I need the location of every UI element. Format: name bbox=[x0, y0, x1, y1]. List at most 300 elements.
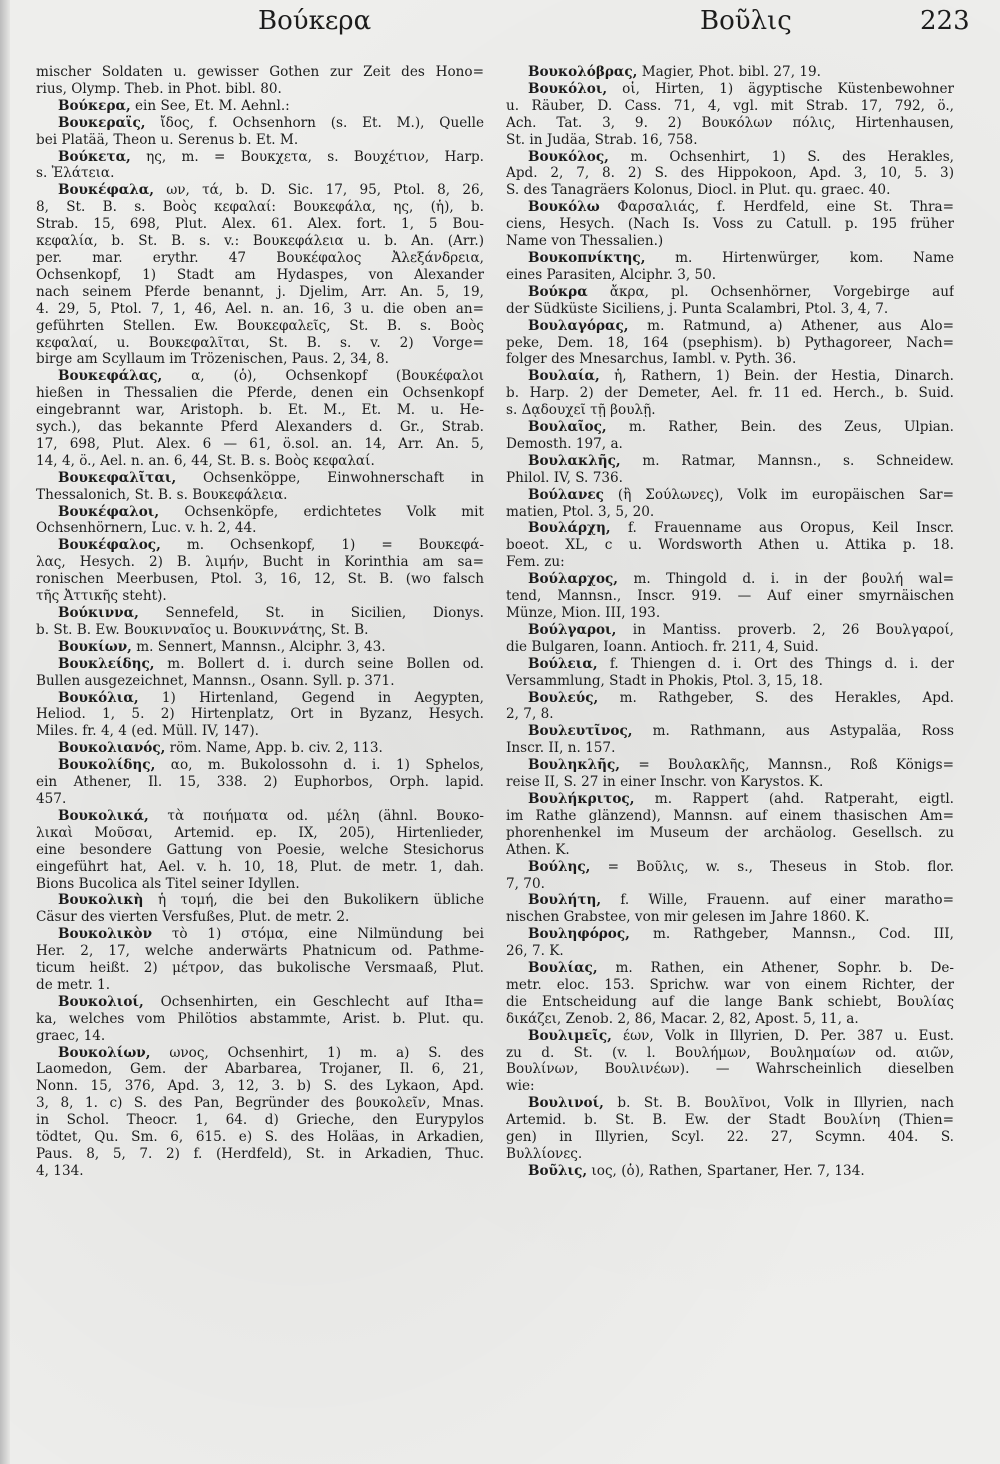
entry-headword: Βούκετα, bbox=[58, 148, 131, 165]
dictionary-entry bbox=[36, 808, 484, 893]
entry-line bbox=[36, 571, 484, 588]
entry-text: δικάζει, Zenob. 2, 86, Macar. 2, 82, Apost. 5, 11, a. bbox=[506, 1010, 859, 1027]
entry-line bbox=[506, 690, 954, 707]
entry-line bbox=[36, 504, 484, 521]
entry-line bbox=[506, 994, 954, 1011]
entry-text: Ochsenköppe, Einwohnerschaft in bbox=[176, 469, 484, 486]
entry-line bbox=[506, 182, 954, 199]
entry-line bbox=[506, 1163, 954, 1180]
entry-text: Athen. K. bbox=[506, 841, 570, 858]
entry-line bbox=[36, 149, 484, 166]
dictionary-entry bbox=[506, 368, 954, 419]
entry-text: eingeführt hat, Ael. v. h. 10, 18, Plut. de metr. 1, dah. bbox=[36, 858, 484, 875]
entry-text: matien, Ptol. 3, 5, 20. bbox=[506, 503, 655, 520]
entry-line bbox=[36, 622, 484, 639]
entry-text: die Bulgaren, Ioann. Antioch. fr. 211, 4, Suid. bbox=[506, 638, 819, 655]
entry-text: Cäsur des vierten Versfußes, Plut. de metr. 2. bbox=[36, 909, 350, 926]
entry-text: Ach. Tat. 3, 9. 2) Βουκόλων πόλις, Hirtenhausen, bbox=[506, 114, 954, 131]
entry-text: Ochsenhörnern, Luc. v. h. 2, 44. bbox=[36, 520, 257, 537]
entry-text: Ochsenkopf, 1) Stadt am Hydaspes, von Alexander bbox=[36, 266, 484, 283]
entry-text: die Entscheidung auf die lange Bank schiebt, Βουλίας bbox=[506, 993, 954, 1010]
entry-text: graec, 14. bbox=[36, 1027, 106, 1044]
entry-line bbox=[506, 487, 954, 504]
entry-text: κεφαλαί, u. Βουκεφαλῖται, St. B. s. v. 2) Vorge= bbox=[36, 334, 484, 351]
entry-line bbox=[36, 301, 484, 318]
dictionary-entry bbox=[36, 98, 484, 115]
entry-text: f. Wille, Frauenn. auf einer maratho= bbox=[601, 892, 954, 909]
entry-text: ιος, (ὁ), Rathen, Spartaner, Her. 7, 134. bbox=[587, 1162, 865, 1179]
entry-line bbox=[36, 1045, 484, 1062]
entry-headword: Βοῦλις, bbox=[528, 1162, 588, 1179]
entry-text: zu d. St. (v. l. Βουλήμων, Βουλημαίων od. αιῶν, bbox=[506, 1044, 954, 1061]
entry-text: Philol. IV, S. 736. bbox=[506, 469, 623, 486]
entry-headword: Βουκολιανός, bbox=[58, 740, 166, 757]
running-head-left: Βούκερα bbox=[258, 6, 372, 36]
entry-text: phorenhenkel im Museum der archäolog. Gesellsch. zu bbox=[506, 824, 954, 841]
entry-line bbox=[36, 723, 484, 740]
dictionary-entry bbox=[506, 149, 954, 200]
entry-line bbox=[36, 994, 484, 1011]
entry-text: Artemid. b. St. B. Ew. der Stadt Βουλίνη (Thien= bbox=[506, 1112, 954, 1129]
entry-line bbox=[36, 673, 484, 690]
entry-line bbox=[506, 504, 954, 521]
dictionary-entry bbox=[36, 64, 484, 98]
entry-line bbox=[506, 1045, 954, 1062]
entry-line bbox=[36, 81, 484, 98]
entry-text: = Βουλακλῆς, Mannsn., Roß Königs= bbox=[620, 757, 954, 774]
entry-line bbox=[506, 199, 954, 216]
entry-text: geführten Stellen. Ew. Βουκεφαλεῖς, St. B. s. Βοὸς bbox=[36, 317, 484, 334]
entry-text: Thessalonich, St. B. s. Βουκεφάλεια. bbox=[36, 486, 288, 503]
entry-line bbox=[506, 470, 954, 487]
entry-line bbox=[506, 876, 954, 893]
entry-text: m. Rathgeber, Mannsn., Cod. III, bbox=[629, 926, 954, 943]
entry-text: Her. 2, 17, welche anderwärts Phatnicum od. Pathme- bbox=[36, 943, 484, 960]
left-column bbox=[36, 64, 484, 1180]
entry-text: peke, Dem. 18, 164 (psephism). b) Pythagoreer, Nach= bbox=[506, 334, 954, 351]
entry-text: b. St. B. Βουλῖνοι, Volk in Illyrien, nach bbox=[603, 1095, 954, 1112]
dictionary-entry bbox=[36, 892, 484, 926]
entry-text: ein Athener, Il. 15, 338. 2) Euphorbos, Orph. lapid. bbox=[36, 774, 484, 791]
entry-line bbox=[36, 402, 484, 419]
entry-line bbox=[506, 64, 954, 81]
entry-text: ἡ τομή, die bei den Bukolikern übliche bbox=[143, 892, 484, 909]
entry-text: τὸ 1) στόμα, eine Nilmündung bei bbox=[152, 926, 484, 943]
entry-text: metr. eloc. 153. Sprichw. war von einem Richter, der bbox=[506, 976, 954, 993]
entry-text: τῆς Ἀττικῆς steht). bbox=[36, 588, 167, 605]
entry-headword: Βούκερα, bbox=[58, 97, 131, 114]
entry-text: m. Rather, Bein. des Zeus, Ulpian. bbox=[606, 419, 954, 436]
entry-line bbox=[36, 199, 484, 216]
entry-headword: Βουκόλος, bbox=[528, 148, 609, 165]
entry-line bbox=[506, 537, 954, 554]
entry-line bbox=[506, 926, 954, 943]
entry-text: 3, 8, 1. c) S. des Pan, Begründer des βουκολεῖν, Mnas. bbox=[36, 1095, 484, 1112]
entry-text: 4. 29, 5, Ptol. 7, 1, 46, Ael. n. an. 16, 3 u. die oben an= bbox=[36, 300, 484, 317]
entry-headword: Βουκολίδης, bbox=[58, 757, 156, 774]
entry-text: Ochsenköpfe, erdichtetes Volk mit bbox=[159, 503, 484, 520]
entry-line bbox=[36, 825, 484, 842]
entry-line bbox=[36, 318, 484, 335]
entry-line bbox=[36, 385, 484, 402]
dictionary-entry bbox=[506, 81, 954, 149]
entry-headword: Βουκοπνίκτης, bbox=[528, 249, 646, 266]
entry-text: f. Frauenname aus Oropus, Keil Inscr. bbox=[610, 520, 954, 537]
entry-text: ticum heißt. 2) μέτρον, das bukolische Versmaaß, Plut. bbox=[36, 960, 484, 977]
entry-text: 457. bbox=[36, 790, 67, 807]
entry-line bbox=[506, 791, 954, 808]
entry-line bbox=[36, 165, 484, 182]
entry-line bbox=[506, 571, 954, 588]
entry-line bbox=[506, 774, 954, 791]
entry-text: m. Rappert (ahd. Ratperaht, eigtl. bbox=[634, 790, 954, 807]
entry-line bbox=[36, 470, 484, 487]
dictionary-entry bbox=[506, 199, 954, 250]
entry-line bbox=[506, 673, 954, 690]
dictionary-entry bbox=[36, 149, 484, 183]
entry-text: 2, 7, 8. bbox=[506, 706, 554, 723]
entry-text: ἄκρα, pl. Ochsenhörner, Vorgebirge auf bbox=[587, 283, 954, 300]
entry-line bbox=[506, 554, 954, 571]
entry-line bbox=[506, 977, 954, 994]
entry-line bbox=[36, 1146, 484, 1163]
entry-line bbox=[36, 267, 484, 284]
entry-line bbox=[36, 639, 484, 656]
entry-line bbox=[36, 132, 484, 149]
entry-text: 17, 698, Plut. Alex. 6 — 61, ö.sol. an. 14, Arr. An. 5, bbox=[36, 435, 484, 452]
dictionary-entry bbox=[506, 892, 954, 926]
entry-text: Φαρσαλιάς, f. Herdfeld, eine St. Thra= bbox=[599, 199, 954, 216]
entry-text: der Südküste Siciliens, j. Punta Scalambri, Ptol. 3, 4, 7. bbox=[506, 300, 889, 317]
entry-text: m. Sennert, Mannsn., Alciphr. 3, 43. bbox=[131, 638, 386, 655]
entry-line bbox=[506, 842, 954, 859]
entry-line bbox=[36, 1061, 484, 1078]
entry-text: s. Ἐλάτεια. bbox=[36, 165, 115, 182]
entry-text: rius, Olymp. Theb. in Phot. bibl. 80. bbox=[36, 80, 282, 97]
entry-text: reise II, S. 27 in einer Inschr. von Karystos. K. bbox=[506, 774, 824, 791]
entry-text: eine besondere Gattung von Poesie, welche Stesichorus bbox=[36, 841, 484, 858]
entry-line bbox=[506, 318, 954, 335]
entry-headword: Βουκεφάλας, bbox=[58, 368, 163, 385]
entry-text: per. mar. erythr. 47 Βουκέφαλος Ἀλεξάνδρεια, bbox=[36, 249, 484, 266]
dictionary-entry bbox=[36, 926, 484, 994]
entry-text: m. Ochsenkopf, 1) = Βουκεφά- bbox=[160, 537, 484, 554]
entry-headword: Βουκλείδης, bbox=[58, 655, 155, 672]
entry-text: tend, Mannsn., Inscr. 919. — Auf einer smyrnäischen bbox=[506, 588, 954, 605]
entry-line bbox=[36, 182, 484, 199]
entry-line bbox=[506, 1078, 954, 1095]
entry-text: de metr. 1. bbox=[36, 976, 111, 993]
entry-text: κεφαλία, b. St. B. s. v.: Βουκεφάλεια u. b. An. (Arr.) bbox=[36, 233, 484, 250]
entry-headword: Βούλης, bbox=[528, 858, 591, 875]
entry-text: ων, τά, b. D. Sic. 17, 95, Ptol. 8, 26, bbox=[153, 182, 484, 199]
entry-headword: Βουλάρχη, bbox=[528, 520, 611, 537]
entry-line bbox=[36, 554, 484, 571]
entry-line bbox=[36, 1011, 484, 1028]
entry-line bbox=[506, 368, 954, 385]
entry-headword: Βούλαρχος, bbox=[528, 571, 619, 588]
right-column bbox=[506, 64, 954, 1180]
entry-line bbox=[506, 808, 954, 825]
entry-line bbox=[36, 436, 484, 453]
entry-text: eines Parasiten, Alciphr. 3, 50. bbox=[506, 266, 717, 283]
entry-line bbox=[506, 301, 954, 318]
entry-text: Fem. zu: bbox=[506, 554, 565, 571]
entry-line bbox=[506, 132, 954, 149]
entry-line bbox=[36, 419, 484, 436]
entry-headword: Βουκολίων, bbox=[58, 1044, 151, 1061]
entry-line bbox=[36, 64, 484, 81]
entry-line bbox=[36, 943, 484, 960]
entry-line bbox=[36, 1028, 484, 1045]
entry-line bbox=[36, 791, 484, 808]
entry-text: 26, 7. K. bbox=[506, 943, 564, 960]
dictionary-entry bbox=[506, 757, 954, 791]
entry-line bbox=[506, 402, 954, 419]
entry-line bbox=[506, 1146, 954, 1163]
entry-headword: Βουκολικὴ bbox=[58, 892, 144, 909]
entry-line bbox=[506, 81, 954, 98]
entry-headword: Βουλιμεῖς, bbox=[528, 1027, 612, 1044]
entry-headword: Βουκολικά, bbox=[58, 807, 149, 824]
entry-text: (ἢ Σούλωνες), Volk im europäischen Sar= bbox=[603, 486, 954, 503]
entry-line bbox=[36, 368, 484, 385]
dictionary-entry bbox=[36, 368, 484, 469]
entry-line bbox=[36, 453, 484, 470]
entry-headword: Βούλγαροι, bbox=[528, 621, 617, 638]
entry-line bbox=[36, 774, 484, 791]
entry-line bbox=[506, 605, 954, 622]
entry-line bbox=[36, 1112, 484, 1129]
entry-text: 14, 4, ö., Ael. n. an. 6, 44, St. B. s. Βοὸς κεφαλαί. bbox=[36, 452, 375, 469]
entry-headword: Βουλίας, bbox=[528, 960, 598, 977]
page-fold-shadow bbox=[0, 0, 10, 1464]
entry-text: Magier, Phot. bibl. 27, 19. bbox=[637, 64, 821, 80]
entry-line bbox=[506, 706, 954, 723]
entry-text: folger des Mnesarchus, Iambl. v. Pyth. 36. bbox=[506, 351, 797, 368]
running-head-right: Βοῦλις bbox=[700, 6, 792, 36]
entry-text: wie: bbox=[506, 1078, 535, 1095]
dictionary-entry bbox=[36, 182, 484, 368]
entry-headword: Βουκόλια, bbox=[58, 689, 139, 706]
entry-text: Sennefeld, St. in Sicilien, Dionys. bbox=[138, 605, 484, 621]
entry-headword: Βούλανες bbox=[528, 486, 604, 503]
dictionary-entry bbox=[506, 487, 954, 521]
entry-text: α, (ὁ), Ochsenkopf (Βουκέφαλοι bbox=[162, 368, 484, 385]
entry-line bbox=[506, 233, 954, 250]
entry-line bbox=[36, 605, 484, 622]
entry-text: mischer Soldaten u. gewisser Gothen zur Zeit des Hono= bbox=[36, 64, 484, 80]
dictionary-entry bbox=[506, 64, 954, 81]
entry-line bbox=[36, 909, 484, 926]
entry-line bbox=[506, 385, 954, 402]
entry-line bbox=[36, 892, 484, 909]
entry-headword: Βουκολιοί, bbox=[58, 993, 144, 1010]
entry-text: b. St. B. Ew. Βουκινναῖος u. Βουκιννάτης, St. B. bbox=[36, 621, 369, 638]
entry-text: έων, Volk in Illyrien, D. Per. 387 u. Eust. bbox=[611, 1027, 954, 1044]
entry-line bbox=[506, 1011, 954, 1028]
entry-line bbox=[506, 453, 954, 470]
entry-text: birge am Scyllaum im Trözenischen, Paus. 2, 34, 8. bbox=[36, 351, 389, 368]
entry-headword: Βουκόλοι, bbox=[528, 80, 608, 97]
entry-text: m. Hirtenwürger, kom. Name bbox=[645, 249, 954, 266]
entry-text: Versammlung, Stadt in Phokis, Ptol. 3, 15, 18. bbox=[506, 672, 823, 689]
entry-text: Paus. 8, 5, 7. 2) f. (Herdfeld), St. in Arkadien, Thuc. bbox=[36, 1146, 484, 1162]
entry-line bbox=[36, 876, 484, 893]
entry-line bbox=[36, 487, 484, 504]
entry-text: bei Platää, Theon u. Serenus b. Et. M. bbox=[36, 131, 299, 148]
entry-text: m. Rathmann, aus Astypaläa, Ross bbox=[632, 723, 954, 740]
dictionary-entry bbox=[36, 605, 484, 639]
dictionary-entry bbox=[506, 571, 954, 622]
entry-line bbox=[36, 115, 484, 132]
entry-text: s. Δᾳδουχεῖ τῇ βουλῇ. bbox=[506, 402, 656, 419]
entry-headword: Βουλαία, bbox=[528, 368, 600, 385]
dictionary-entry bbox=[506, 453, 954, 487]
entry-headword: Βούλεια, bbox=[528, 655, 598, 672]
entry-line bbox=[36, 690, 484, 707]
entry-line bbox=[506, 825, 954, 842]
entry-line bbox=[506, 250, 954, 267]
entry-text: ein See, Et. M. Aehnl.: bbox=[130, 97, 290, 114]
entry-text: οἱ, Hirten, 1) ägyptische Küstenbewohner bbox=[607, 80, 954, 97]
entry-line bbox=[36, 960, 484, 977]
entry-line bbox=[506, 960, 954, 977]
entry-line bbox=[506, 1129, 954, 1146]
entry-text: 4, 134. bbox=[36, 1162, 84, 1179]
entry-line bbox=[506, 757, 954, 774]
entry-line bbox=[36, 740, 484, 757]
dictionary-entry bbox=[506, 250, 954, 284]
entry-text: ronischen Meerbusen, Ptol. 3, 16, 12, St. B. (wo falsch bbox=[36, 571, 484, 588]
entry-headword: Βουκίων, bbox=[58, 638, 132, 655]
entry-line bbox=[36, 757, 484, 774]
entry-text: hießen in Thessalien die Pferde, denen ein Ochsenkopf bbox=[36, 385, 484, 402]
entry-text: = Βοῦλις, w. s., Theseus in Stob. flor. bbox=[590, 858, 954, 875]
entry-line bbox=[506, 892, 954, 909]
entry-text: ἴδος, f. Ochsenhorn (s. Et. M.), Quelle bbox=[145, 114, 484, 131]
entry-line bbox=[36, 1163, 484, 1180]
entry-line bbox=[506, 115, 954, 132]
entry-text: m. Ratmar, Mannsn., s. Schneidew. bbox=[620, 452, 954, 469]
entry-text: τὰ ποιήματα od. μέλη (ähnl. Βουκο- bbox=[148, 807, 484, 824]
entry-text: Nonn. 15, 376, Apd. 3, 12, 3. b) S. des Lykaon, Apd. bbox=[36, 1078, 484, 1095]
entry-line bbox=[506, 216, 954, 233]
entry-headword: Βουλινοί, bbox=[528, 1095, 604, 1112]
entry-headword: Βουληφόρος, bbox=[528, 926, 630, 943]
entry-text: ωνος, Ochsenhirt, 1) m. a) S. des bbox=[150, 1044, 484, 1061]
entry-line bbox=[36, 859, 484, 876]
entry-text: Bions Bucolica als Titel seiner Idyllen. bbox=[36, 875, 300, 892]
dictionary-entry bbox=[506, 1028, 954, 1096]
entry-headword: Βουλήτη, bbox=[528, 892, 602, 909]
entry-line bbox=[36, 926, 484, 943]
entry-line bbox=[506, 165, 954, 182]
entry-line bbox=[36, 808, 484, 825]
dictionary-entry bbox=[506, 318, 954, 369]
dictionary-entry bbox=[506, 419, 954, 453]
entry-line bbox=[506, 1061, 954, 1078]
entry-line bbox=[36, 335, 484, 352]
dictionary-entry bbox=[36, 639, 484, 656]
entry-line bbox=[506, 588, 954, 605]
entry-text: nach seinem Pferde benannt, j. Djelim, Arr. An. 5, 19, bbox=[36, 283, 484, 300]
entry-headword: Βουκεφαλῖται, bbox=[58, 469, 177, 486]
entry-text: Name von Thessalien.) bbox=[506, 233, 664, 250]
dictionary-entry bbox=[36, 757, 484, 808]
entry-headword: Βουλακλῆς, bbox=[528, 452, 621, 469]
entry-headword: Βουλήκριτος, bbox=[528, 790, 635, 807]
entry-line bbox=[506, 98, 954, 115]
entry-line bbox=[506, 267, 954, 284]
entry-text: Βουλίνων, Βουλινέων). — Wahrscheinlich dieselben bbox=[506, 1061, 954, 1078]
entry-text: Demosth. 197, a. bbox=[506, 435, 623, 452]
entry-text: m. Rathgeber, S. des Herakles, Apd. bbox=[598, 689, 954, 706]
entry-text: Heliod. 1, 5. 2) Hirtenplatz, Ort in Byzanz, Hesych. bbox=[36, 706, 484, 723]
entry-text: m. Rathen, ein Athener, Sophr. b. De- bbox=[597, 960, 954, 977]
entry-headword: Βουλευτῖνος, bbox=[528, 723, 633, 740]
entry-text: Strab. 15, 698, Plut. Alex. 61. Alex. fort. 1, 5 Bou- bbox=[36, 216, 484, 233]
entry-line bbox=[506, 436, 954, 453]
entry-line bbox=[506, 351, 954, 368]
entry-line bbox=[36, 250, 484, 267]
entry-text: λικαὶ Μοῦσαι, Artemid. ep. IX, 205), Hirtenlieder, bbox=[36, 824, 484, 841]
entry-headword: Βουκεραΐς, bbox=[58, 114, 146, 131]
entry-headword: Βουκέφαλα, bbox=[58, 182, 154, 199]
dictionary-entry bbox=[36, 740, 484, 757]
entry-line bbox=[506, 909, 954, 926]
entry-text: gen) in Illyrien, Scyl. 22. 27, Scymn. 404. S. bbox=[506, 1129, 954, 1146]
entry-text: λας, Hesych. 2) Β. λιμήν, Bucht in Korinthia am sa= bbox=[36, 554, 484, 571]
entry-text: Miles. fr. 4, 4 (ed. Müll. IV, 147). bbox=[36, 723, 259, 740]
dictionary-entry bbox=[506, 723, 954, 757]
entry-line bbox=[36, 842, 484, 859]
entry-text: Laomedon, Gem. der Abarbarea, Trojaner, Il. 6, 21, bbox=[36, 1061, 484, 1078]
entry-headword: Βουκολικὸν bbox=[58, 926, 153, 943]
entry-headword: Βουλεύς, bbox=[528, 689, 599, 706]
dictionary-entry bbox=[506, 926, 954, 960]
entry-line bbox=[506, 943, 954, 960]
entry-text: röm. Name, App. b. civ. 2, 113. bbox=[165, 740, 383, 757]
entry-headword: Βούκρα bbox=[528, 283, 588, 300]
entry-line bbox=[36, 1078, 484, 1095]
entry-line bbox=[36, 233, 484, 250]
entry-text: m. Ratmund, a) Athener, aus Alo= bbox=[628, 317, 954, 334]
entry-text: Ochsenhirten, ein Geschlecht auf Itha= bbox=[143, 993, 484, 1010]
dictionary-entry bbox=[36, 504, 484, 538]
entry-text: m. Thingold d. i. in der βουλή wal= bbox=[618, 571, 954, 588]
entry-text: boeot. XL, c u. Wordsworth Athen u. Attika p. 18. bbox=[506, 537, 954, 554]
entry-text: 8, St. B. s. Βοὸς κεφαλαί: Βουκεφάλα, ης, (ἡ), b. bbox=[36, 199, 484, 216]
dictionary-entry bbox=[36, 115, 484, 149]
entry-line bbox=[506, 520, 954, 537]
dictionary-entry bbox=[506, 960, 954, 1028]
entry-headword: Βουκέφαλος, bbox=[58, 537, 161, 554]
entry-line bbox=[506, 335, 954, 352]
dictionary-entry bbox=[36, 1045, 484, 1180]
dictionary-entry bbox=[506, 284, 954, 318]
entry-text: ἡ, Rathern, 1) Bein. der Hestia, Dinarch. bbox=[599, 368, 954, 385]
entry-line bbox=[506, 284, 954, 301]
entry-text: Münze, Mion. III, 193. bbox=[506, 605, 661, 621]
dictionary-entry bbox=[506, 791, 954, 859]
entry-text: eingebrannt war, Aristoph. b. Et. M., Et. M. u. He- bbox=[36, 402, 484, 419]
entry-line bbox=[36, 98, 484, 115]
entry-text: im Rathe glänzend), Mannsn. auf einem thasischen Am= bbox=[506, 807, 954, 824]
dictionary-entry bbox=[36, 994, 484, 1045]
entry-text: m. Bollert d. i. durch seine Bollen od. bbox=[154, 655, 484, 672]
entry-text: u. Räuber, D. Cass. 71, 4, vgl. mit Strab. 17, 792, ö., bbox=[506, 97, 954, 114]
